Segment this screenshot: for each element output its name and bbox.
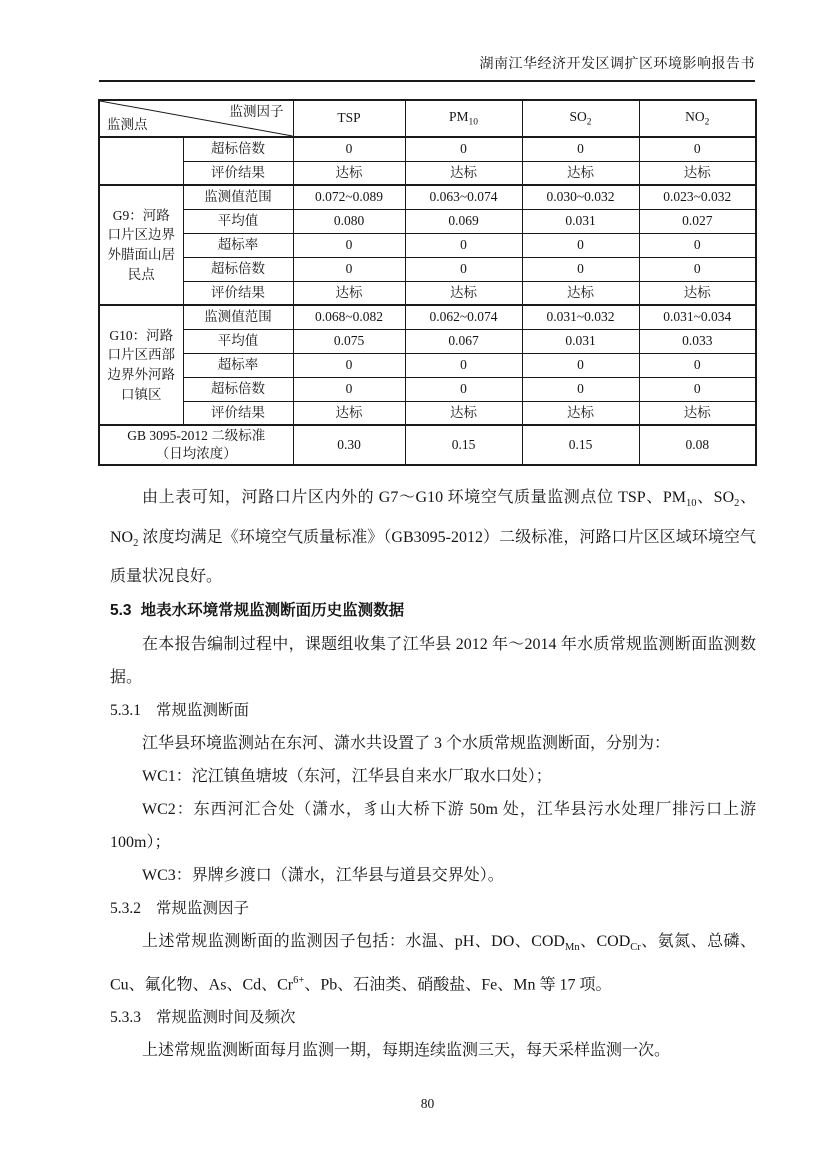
standard-label-line1: GB 3095-2012 二级标准 — [127, 428, 266, 443]
value-cell: 达标 — [293, 281, 405, 305]
table-row — [99, 137, 756, 161]
value-cell: 0.069 — [405, 209, 522, 233]
value-cell: 达标 — [405, 161, 522, 185]
value-cell: 0 — [639, 257, 756, 281]
table-row — [99, 305, 756, 329]
metric-label-cell: 评价结果 — [183, 401, 293, 425]
value-cell: 达标 — [522, 401, 639, 425]
value-cell: 0 — [639, 233, 756, 257]
value-cell: 0 — [639, 353, 756, 377]
value-cell: 0 — [405, 137, 522, 161]
value-cell: 0.030~0.032 — [522, 185, 639, 209]
value-cell: 0.15 — [522, 425, 639, 465]
value-cell: 达标 — [522, 161, 639, 185]
value-cell: 0 — [293, 233, 405, 257]
metric-label-cell: 监测值范围 — [183, 185, 293, 209]
metric-label-cell: 超标率 — [183, 233, 293, 257]
value-cell: 0.067 — [405, 329, 522, 353]
value-cell: 0 — [405, 353, 522, 377]
value-cell: 0.15 — [405, 425, 522, 465]
value-cell: 0 — [405, 233, 522, 257]
value-cell: 0 — [639, 377, 756, 401]
point-label-cell-g9: G9：河路口片区边界外腊面山居民点 — [99, 185, 183, 305]
value-cell: 0 — [293, 257, 405, 281]
heading-number: 5.3 — [110, 601, 132, 619]
value-cell: 0.031~0.032 — [522, 305, 639, 329]
table-row — [99, 161, 756, 185]
metric-label-cell: 评价结果 — [183, 281, 293, 305]
value-cell: 0.075 — [293, 329, 405, 353]
table-corner-cell — [99, 100, 293, 137]
point-label-cell-g10: G10：河路口片区西部边界外河路口镇区 — [99, 305, 183, 425]
value-cell: 0 — [522, 353, 639, 377]
value-cell: 0 — [293, 137, 405, 161]
table-row — [99, 257, 756, 281]
table-row — [99, 353, 756, 377]
metric-label-cell: 监测值范围 — [183, 305, 293, 329]
heading-number: 5.3.2 — [110, 899, 141, 917]
value-cell: 达标 — [405, 401, 522, 425]
column-header-tsp: TSP — [293, 100, 405, 137]
metric-label-cell: 超标率 — [183, 353, 293, 377]
value-cell: 0.033 — [639, 329, 756, 353]
page-header — [99, 57, 755, 82]
value-cell: 0.063~0.074 — [405, 185, 522, 209]
paragraph-frequency: 上述常规监测断面每月监测一期，每期连续监测三天，每天采样监测一次。 — [142, 1042, 671, 1060]
paragraph-sections-intro: 江华县环境监测站在东河、潇水共设置了 3 个水质常规监测断面，分别为： — [142, 734, 671, 752]
value-cell: 0.027 — [639, 209, 756, 233]
value-cell: 达标 — [293, 401, 405, 425]
value-cell: 达标 — [293, 161, 405, 185]
value-cell: 0.30 — [293, 425, 405, 465]
heading-title: 常规监测断面 — [156, 701, 250, 719]
heading-number: 5.3.1 — [110, 701, 141, 719]
metric-label-cell: 评价结果 — [183, 161, 293, 185]
value-cell: 0 — [522, 233, 639, 257]
value-cell: 0 — [639, 137, 756, 161]
heading-5-3 — [110, 595, 756, 626]
value-cell: 达标 — [639, 161, 756, 185]
value-cell: 0.072~0.089 — [293, 185, 405, 209]
table-row — [99, 281, 756, 305]
standard-row — [99, 425, 756, 465]
value-cell: 0.023~0.032 — [639, 185, 756, 209]
paragraph-conclusion: 由上表可知，河路口片区内外的 G7～G10 环境空气质量监测点位 TSP、$PM_{10}$、$SO_2$、$NO_2$ 浓度均满足《环境空气质量标准》（GB3095-2012）二级标准，河路口片区区域环境空气质量状况良好。 — [110, 489, 756, 585]
heading-5-3-2 — [110, 892, 756, 925]
value-cell: 0.031 — [522, 329, 639, 353]
paragraph-wc1: WC1：沱江镇鱼塘坡（东河，江华县自来水厂取水口处）； — [142, 767, 552, 785]
value-cell: 0.08 — [639, 425, 756, 465]
column-header-so2: $SO_2$ — [522, 100, 639, 137]
value-cell: 0.031 — [522, 209, 639, 233]
value-cell: 0 — [293, 377, 405, 401]
heading-title: 常规监测因子 — [156, 899, 250, 917]
value-cell: 达标 — [639, 281, 756, 305]
metric-label-cell: 超标倍数 — [183, 257, 293, 281]
table-header-row — [99, 100, 756, 137]
value-cell: 达标 — [639, 401, 756, 425]
heading-5-3-1 — [110, 694, 756, 727]
air-quality-table — [98, 99, 757, 466]
header-title: 湖南江华经济开发区调扩区环境影响报告书 — [479, 57, 755, 72]
column-header-no2: $NO_2$ — [639, 100, 756, 137]
metric-label-cell: 平均值 — [183, 329, 293, 353]
heading-title: 常规监测时间及频次 — [156, 1009, 296, 1027]
value-cell: 0.068~0.082 — [293, 305, 405, 329]
value-cell: 0 — [522, 377, 639, 401]
paragraph-wc2: WC2：东西河汇合处（潇水，豸山大桥下游 50m 处，江华县污水处理厂排污口上游 100m）； — [110, 800, 756, 851]
value-cell: 0 — [522, 257, 639, 281]
value-cell: 达标 — [405, 281, 522, 305]
standard-label-cell — [99, 425, 293, 465]
paragraph-factors: 上述常规监测断面的监测因子包括：水温、pH、DO、$COD_{Mn}$、$COD_{Cr}$、氨氮、总磷、Cu、氟化物、As、Cd、$Cr^{6+}$、Pb、石油类、硝酸盐、Fe、Mn 等 17 项。 — [110, 932, 756, 994]
value-cell: 达标 — [522, 281, 639, 305]
column-header-pm10: $PM_{10}$ — [405, 100, 522, 137]
value-cell: 0.080 — [293, 209, 405, 233]
page-number: 80 — [420, 1096, 435, 1111]
heading-title: 地表水环境常规监测断面历史监测数据 — [140, 601, 405, 619]
value-cell: 0 — [293, 353, 405, 377]
body-text — [110, 481, 756, 1067]
table-row — [99, 185, 756, 209]
point-label-cell-continued — [99, 137, 183, 185]
corner-label-factor: 监测因子 — [229, 104, 284, 119]
value-cell: 0 — [522, 137, 639, 161]
table-row — [99, 233, 756, 257]
value-cell: 0 — [405, 257, 522, 281]
paragraph-wc3: WC3：界牌乡渡口（潇水，江华县与道县交界处）。 — [142, 866, 504, 884]
table-row — [99, 209, 756, 233]
value-cell: 0.031~0.034 — [639, 305, 756, 329]
metric-label-cell: 超标倍数 — [183, 137, 293, 161]
value-cell: 0 — [405, 377, 522, 401]
table-row — [99, 329, 756, 353]
heading-number: 5.3.3 — [110, 1009, 141, 1027]
corner-label-point: 监测点 — [107, 116, 148, 132]
standard-label-line2: （日均浓度） — [155, 446, 237, 462]
value-cell: 0.062~0.074 — [405, 305, 522, 329]
table-row — [99, 377, 756, 401]
heading-5-3-3 — [110, 1001, 756, 1034]
metric-label-cell: 平均值 — [183, 209, 293, 233]
paragraph-collect: 在本报告编制过程中，课题组收集了江华县 2012 年～2014 年水质常规监测断面监测数据。 — [110, 635, 756, 686]
metric-label-cell: 超标倍数 — [183, 377, 293, 401]
table-row — [99, 401, 756, 425]
